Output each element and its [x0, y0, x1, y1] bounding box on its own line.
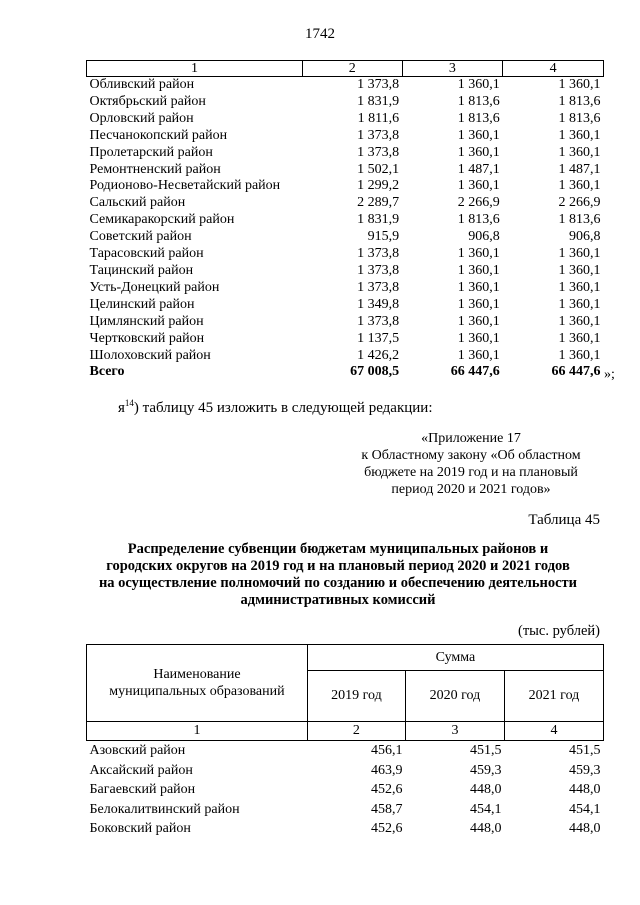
value-2021: 1 360,1 [558, 246, 601, 262]
value-2020: 1 360,1 [457, 330, 500, 346]
column-number-3: 3 [405, 722, 504, 741]
table-row [87, 178, 604, 195]
value-2020: 1 360,1 [457, 127, 500, 143]
value-2020: 1 813,6 [457, 93, 500, 109]
column-number-2: 2 [302, 61, 402, 77]
value-2020: 448,0 [469, 782, 502, 798]
total-2021: 66 447,6 [551, 364, 601, 380]
table-row [87, 741, 604, 761]
value-2021: 1 487,1 [558, 161, 601, 177]
district-name: Ремонтненский район [89, 161, 221, 177]
value-2021: 1 813,6 [558, 212, 601, 228]
total-row [87, 364, 604, 381]
value-2020: 1 360,1 [457, 262, 500, 278]
value-2019: 1 373,8 [357, 262, 400, 278]
district-name: Советский район [89, 229, 192, 245]
table-row [87, 128, 604, 145]
value-2019: 1 373,8 [357, 127, 400, 143]
column-number-4: 4 [503, 61, 604, 77]
district-name: Октябрьский район [89, 93, 206, 109]
table-row [87, 800, 604, 820]
year-header-2019: 2019 год [307, 671, 405, 722]
value-2019: 1 502,1 [357, 161, 400, 177]
value-2019: 463,9 [370, 762, 403, 778]
value-2021: 1 360,1 [558, 77, 601, 92]
district-name: Целинский район [89, 296, 195, 312]
district-name: Сальский район [89, 195, 186, 211]
value-2019: 915,9 [367, 229, 400, 245]
value-2019: 1 426,2 [357, 347, 400, 363]
value-2021: 448,0 [569, 821, 601, 837]
value-2020: 451,5 [469, 743, 502, 758]
district-name: Песчанокопский район [89, 127, 228, 143]
table-row [87, 331, 604, 348]
value-2020: 1 360,1 [457, 313, 500, 329]
column-number-1: 1 [87, 61, 303, 77]
appendix-reference [340, 430, 602, 498]
name-header-line: муниципальных образований [109, 684, 285, 699]
paragraph-superscript: 14 [124, 398, 134, 408]
total-label: Всего [89, 364, 125, 380]
table-top [86, 60, 604, 381]
column-number-4: 4 [504, 722, 603, 741]
value-2020: 1 360,1 [457, 77, 500, 92]
district-name: Боковский район [89, 821, 191, 837]
value-2021: 1 360,1 [558, 347, 601, 363]
district-name: Цимлянский район [89, 313, 204, 329]
value-2021: 1 360,1 [558, 296, 601, 312]
column-number-3: 3 [402, 61, 503, 77]
table-row [87, 229, 604, 246]
value-2021: 1 360,1 [558, 178, 601, 194]
value-2019: 1 373,8 [357, 246, 400, 262]
value-2020: 459,3 [469, 762, 502, 778]
value-2021: 906,8 [569, 229, 601, 245]
name-header-line: Наименование [153, 667, 241, 682]
value-2019: 1 299,2 [357, 178, 400, 194]
table-row [87, 212, 604, 229]
value-2019: 1 373,8 [357, 77, 400, 92]
table-header-row [87, 61, 604, 77]
value-2021: 2 266,9 [558, 195, 601, 211]
total-2019: 67 008,5 [350, 364, 400, 380]
value-2019: 1 373,8 [357, 313, 400, 329]
year-header-2021: 2021 год [504, 671, 603, 722]
table-header-row [87, 645, 604, 671]
district-name: Шолоховский район [89, 347, 211, 363]
value-2020: 1 360,1 [457, 144, 500, 160]
value-2019: 2 289,7 [357, 195, 400, 211]
value-2021: 1 360,1 [558, 279, 601, 295]
value-2020: 1 360,1 [457, 246, 500, 262]
table-row [87, 819, 604, 839]
value-2019: 452,6 [370, 782, 403, 798]
table-row [87, 263, 604, 280]
appendix-line: к Областному закону «Об областном [361, 448, 581, 463]
name-column-header [87, 645, 308, 722]
table-row [87, 348, 604, 365]
value-2020: 1 813,6 [457, 212, 500, 228]
table-row [87, 77, 604, 94]
heading-line: административных комиссий [240, 592, 436, 608]
value-2021: 1 813,6 [558, 93, 601, 109]
district-name: Обливский район [89, 77, 195, 92]
district-name: Родионово-Несветайский район [89, 178, 281, 194]
value-2021: 448,0 [569, 782, 601, 798]
value-2019: 1 831,9 [357, 212, 400, 228]
value-2019: 1 373,8 [357, 279, 400, 295]
units-label: (тыс. рублей) [518, 623, 600, 639]
district-name: Тацинский район [89, 262, 194, 278]
heading-line: Распределение субвенции бюджетам муниципальных районов и [127, 541, 549, 557]
column-number-1: 1 [87, 722, 308, 741]
table-row [87, 145, 604, 162]
table-row [87, 314, 604, 331]
district-name: Семикаракорский район [89, 212, 235, 228]
value-2019: 1 137,5 [357, 330, 400, 346]
value-2021: 451,5 [569, 743, 601, 758]
table-row [87, 111, 604, 128]
table-row [87, 761, 604, 781]
table-row [87, 246, 604, 263]
value-2021: 1 360,1 [558, 330, 601, 346]
value-2020: 448,0 [469, 821, 502, 837]
value-2019: 456,1 [370, 743, 403, 758]
value-2020: 1 360,1 [457, 279, 500, 295]
amendment-paragraph [118, 398, 433, 417]
value-2019: 1 831,9 [357, 93, 400, 109]
paragraph-prefix: я [118, 400, 125, 416]
paragraph-text: ) таблицу 45 изложить в следующей редакции: [133, 400, 433, 416]
value-2020: 454,1 [469, 801, 502, 817]
column-number-2: 2 [307, 722, 405, 741]
table-bottom [86, 644, 604, 839]
district-name: Азовский район [89, 743, 186, 758]
table-row [87, 297, 604, 314]
district-name: Усть-Донецкий район [89, 279, 220, 295]
table-row [87, 195, 604, 212]
district-name: Аксайский район [89, 762, 193, 778]
value-2020: 1 813,6 [457, 110, 500, 126]
district-name: Чертковский район [89, 330, 205, 346]
heading-line: на осуществление полномочий по созданию и обеспечению деятельности [98, 575, 578, 591]
value-2019: 458,7 [370, 801, 403, 817]
district-name: Орловский район [89, 110, 194, 126]
sum-column-header: Сумма [307, 645, 603, 671]
value-2021: 459,3 [569, 762, 601, 778]
value-2021: 1 360,1 [558, 144, 601, 160]
value-2019: 452,6 [370, 821, 403, 837]
district-name: Тарасовский район [89, 246, 204, 262]
value-2020: 2 266,9 [457, 195, 500, 211]
table-label: Таблица 45 [528, 512, 600, 528]
table-row [87, 780, 604, 800]
table-row [87, 94, 604, 111]
value-2020: 1 487,1 [457, 161, 500, 177]
column-number-row [87, 722, 604, 741]
closing-quote: »; [604, 367, 615, 382]
value-2019: 1 811,6 [357, 110, 400, 126]
value-2021: 454,1 [569, 801, 601, 817]
district-name: Багаевский район [89, 782, 196, 798]
total-2020: 66 447,6 [450, 364, 500, 380]
value-2019: 1 373,8 [357, 144, 400, 160]
page-number: 1742 [305, 26, 335, 42]
district-name: Белокалитвинский район [89, 801, 240, 817]
table-row [87, 280, 604, 297]
value-2021: 1 360,1 [558, 313, 601, 329]
year-header-2020: 2020 год [405, 671, 504, 722]
value-2021: 1 360,1 [558, 127, 601, 143]
appendix-line: период 2020 и 2021 годов» [391, 482, 551, 497]
value-2020: 1 360,1 [457, 296, 500, 312]
appendix-line: бюджете на 2019 год и на плановый [364, 465, 578, 480]
value-2020: 1 360,1 [457, 347, 500, 363]
value-2021: 1 813,6 [558, 110, 601, 126]
value-2021: 1 360,1 [558, 262, 601, 278]
value-2020: 906,8 [468, 229, 500, 245]
appendix-line: «Приложение 17 [421, 431, 521, 446]
table-row [87, 162, 604, 179]
district-name: Пролетарский район [89, 144, 213, 160]
value-2020: 1 360,1 [457, 178, 500, 194]
value-2019: 1 349,8 [357, 296, 400, 312]
heading-line: городских округов на 2019 год и на плановый период 2020 и 2021 годов [106, 558, 570, 574]
table-heading [70, 541, 606, 609]
